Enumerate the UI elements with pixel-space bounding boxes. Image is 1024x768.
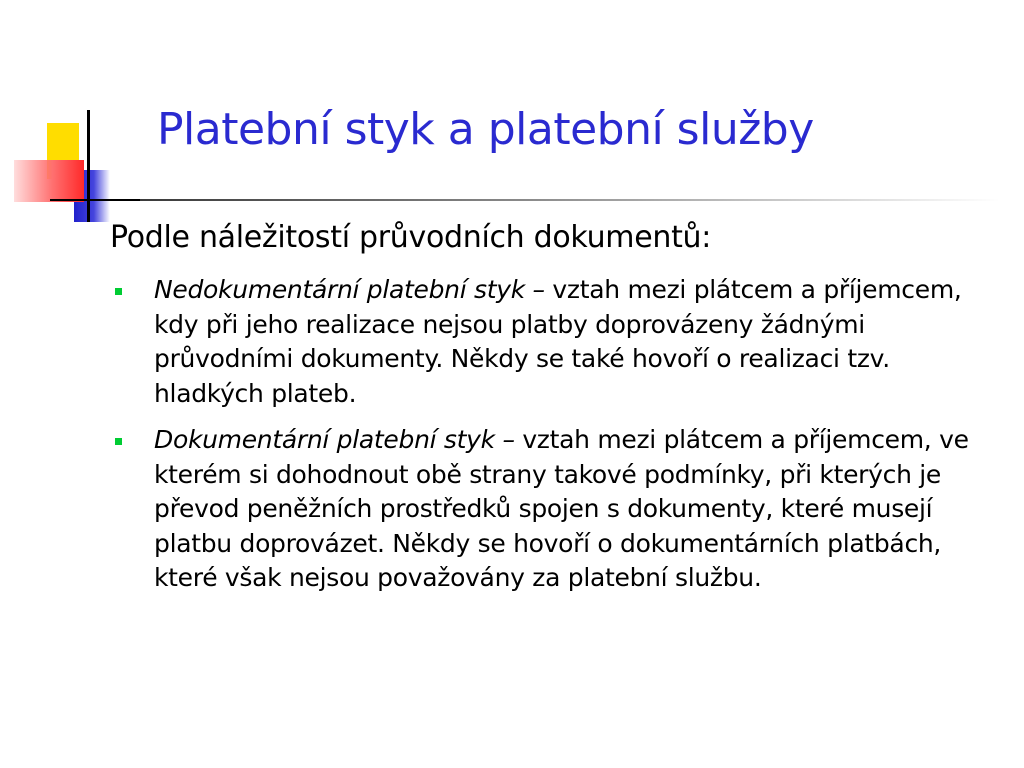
bullet-term: Nedokumentární platební styk – xyxy=(154,275,545,304)
bullet-text: vztah mezi plátcem a příjemcem, kdy při jeho realizace nejsou platby doprovázeny žádnými průvodními dokumenty. Někdy se také hovoří o realizaci tzv. hladkých plateb. xyxy=(154,275,962,408)
bullet-term: Dokumentární platební styk – xyxy=(154,425,515,454)
title-underline-rule xyxy=(140,199,1000,201)
lead-text: Podle náležitostí průvodních dokumentů: xyxy=(110,220,712,255)
logo-horizontal-line xyxy=(50,199,140,201)
bullet-list xyxy=(110,273,990,608)
bullet-text: vztah mezi plátcem a příjemcem, ve kterém si dohodnout obě strany takové podmínky, při kterých je převod peněžních prostředků spojen s dokumenty, které musejí platbu doprovázet. Někdy se hovoří o dokumentárních platbách, které však nejsou považovány za platební službu. xyxy=(154,425,969,592)
bullet-marker-icon xyxy=(115,438,122,445)
slide-title: Platební styk a platební služby xyxy=(157,104,814,155)
slide-logo-decoration xyxy=(0,0,140,240)
bullet-item-nedokumentarni xyxy=(110,273,990,411)
logo-vertical-line xyxy=(87,110,90,222)
logo-red-square xyxy=(14,160,84,202)
bullet-marker-icon xyxy=(115,288,122,295)
bullet-item-dokumentarni xyxy=(110,423,990,596)
